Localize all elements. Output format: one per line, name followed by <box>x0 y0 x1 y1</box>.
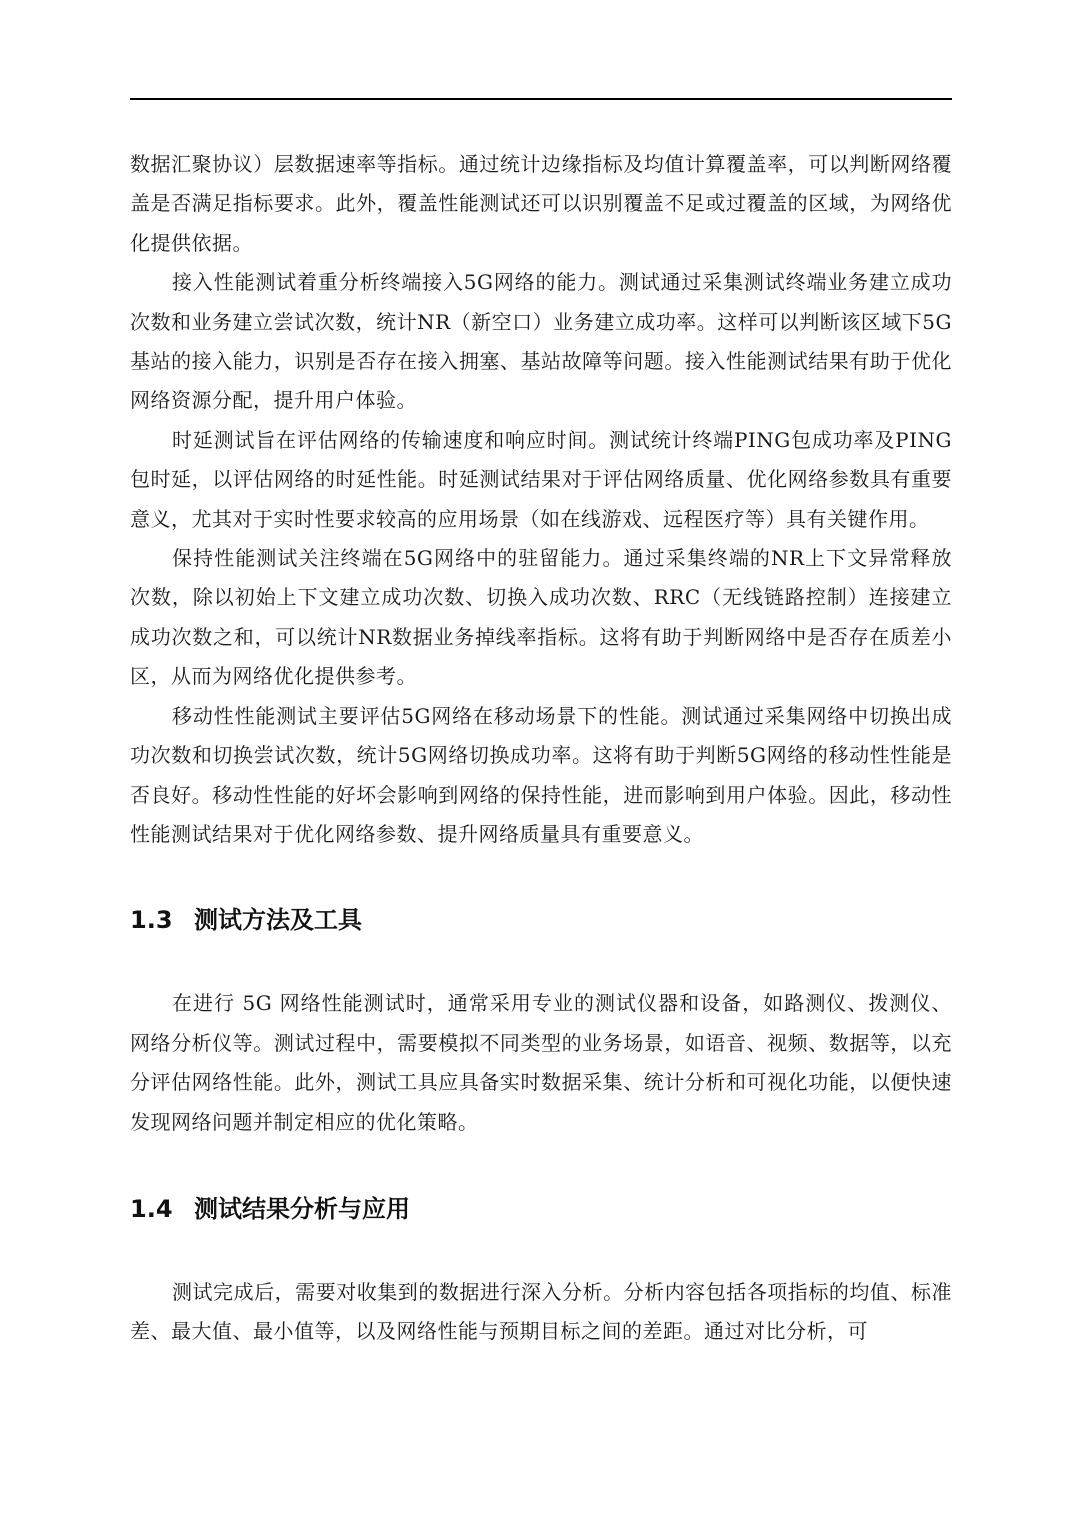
paragraph-retainability-test: 保持性能测试关注终端在5G网络中的驻留能力。通过采集终端的NR上下文异常释放次数，除以初始上下文建立成功次数、切换入成功次数、RRC（无线链路控制）连接建立成功次数之和，可以统计NR数据业务掉线率指标。这将有助于判断网络中是否存在质差小区，从而为网络优化提供参考。 <box>130 546 952 689</box>
paragraph-latency-test: 时延测试旨在评估网络的传输速度和响应时间。测试统计终端PING包成功率及PING包时延，以评估网络的时延性能。时延测试结果对于评估网络质量、优化网络参数具有重要意义，尤其对于实时性要求较高的应用场景（如在线游戏、远程医疗等）具有关键作用。 <box>130 427 952 531</box>
header-rule <box>130 98 952 100</box>
section-number: 1.3 <box>130 906 173 935</box>
section-title: 测试方法及工具 <box>194 906 362 935</box>
section-number: 1.4 <box>130 1194 173 1223</box>
paragraph-mobility-test: 移动性性能测试主要评估5G网络在移动场景下的性能。测试通过采集网络中切换出成功次数和切换尝试次数，统计5G网络切换成功率。这将有助于判断5G网络的移动性性能是否良好。移动性性能的好坏会影响到网络的保持性能，进而影响到用户体验。因此，移动性性能测试结果对于优化网络参数、提升网络质量具有重要意义。 <box>130 703 952 846</box>
section-heading-1-3 <box>130 904 952 936</box>
page-body <box>130 145 952 1352</box>
continued-paragraph: 数据汇聚协议）层数据速率等指标。通过统计边缘指标及均值计算覆盖率，可以判断网络覆盖是否满足指标要求。此外，覆盖性能测试还可以识别覆盖不足或过覆盖的区域，为网络优化提供依据。 <box>130 152 952 255</box>
paragraph-result-analysis: 测试完成后，需要对收集到的数据进行深入分析。分析内容包括各项指标的均值、标准差、最大值、最小值等，以及网络性能与预期目标之间的差距。通过对比分析，可 <box>130 1279 952 1344</box>
section-title: 测试结果分析与应用 <box>194 1194 410 1223</box>
section-heading-1-4 <box>130 1193 952 1225</box>
paragraph-test-methods: 在进行 5G 网络性能测试时，通常采用专业的测试仪器和设备，如路测仪、拨测仪、网络分析仪等。测试过程中，需要模拟不同类型的业务场景，如语音、视频、数据等，以充分评估网络性能。此外，测试工具应具备实时数据采集、统计分析和可视化功能，以便快速发现网络问题并制定相应的优化策略。 <box>130 991 952 1134</box>
paragraph-access-performance: 接入性能测试着重分析终端接入5G网络的能力。测试通过采集测试终端业务建立成功次数和业务建立尝试次数，统计NR（新空口）业务建立成功率。这样可以判断该区域下5G基站的接入能力，识别是否存在接入拥塞、基站故障等问题。接入性能测试结果有助于优化网络资源分配，提升用户体验。 <box>130 270 952 413</box>
